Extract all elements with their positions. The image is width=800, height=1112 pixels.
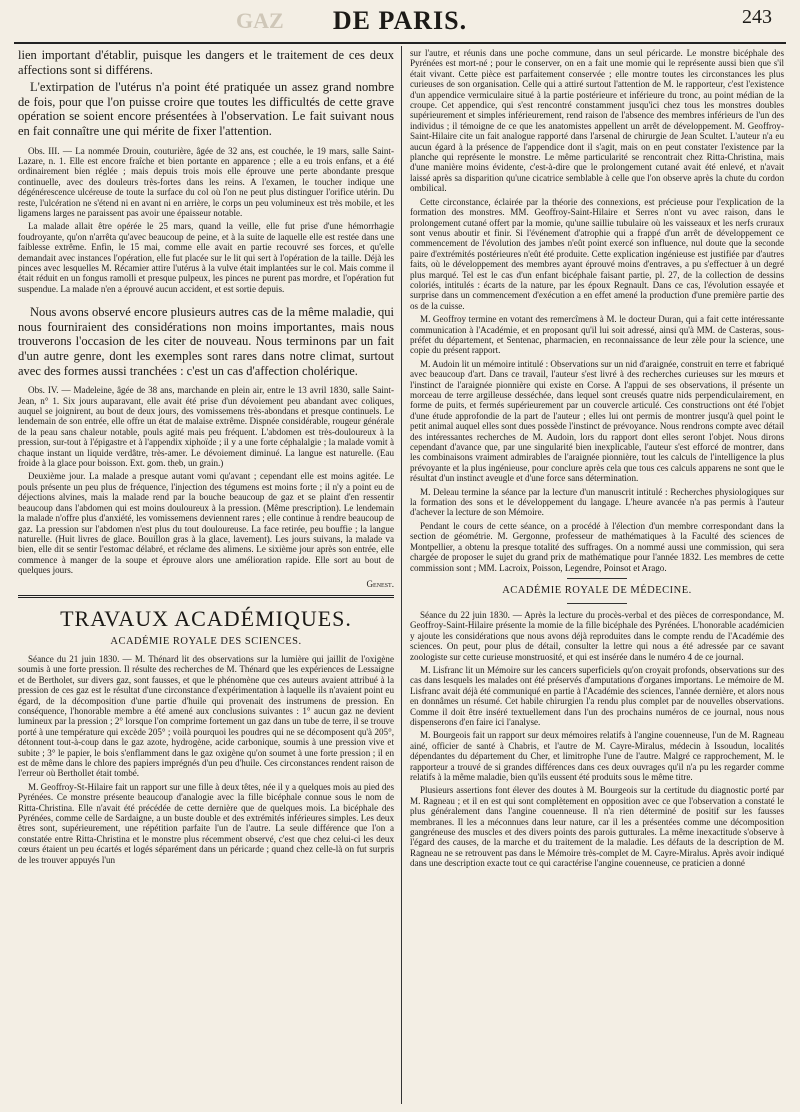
session-paragraph: M. Lisfranc lit un Mémoire sur les cancers superficiels qu'on croyait profonds, observations sur des cas dans lesquels les malades ont été préservés d'amputations d'organes importans. Le mémoire de M. Lisfranc avait déjà été communiqué en partie à l'Académie des sciences, l'année dernière, et alors nous en donnâmes un résumé. Cet habile chirurgien l'a rendu plus complet par de nouvelles observations. Comme il doit être inséré textuellement dans l'un des prochains numéros de ce journal, nous nous dispenserons d'en faire ici l'analyse. [410, 664, 784, 727]
session-paragraph: M. Bourgeois fait un rapport sur deux mémoires relatifs à l'angine couenneuse, l'un de M. Ragneau ainé, officier de santé à Chabris, et l'autre de M. Cayre-Miralus, médecin à Issoudun, localités dépendantes du département du Cher, et limitrophe l'une de l'autre. Malgré ce rapprochement, M. le rapporteur a trouvé de si grandes différences dans ces deux ouvrages qu'il n'a pu les regarder comme relatifs à la même maladie, bien qu'ils eussent été produits sous le même titre. [410, 730, 784, 782]
header-rule [14, 42, 786, 44]
page-number: 243 [742, 6, 772, 28]
session-paragraph: sur l'autre, et réunis dans une poche commune, dans un seul péricarde. Le monstre bicéphale des Pyrénées est mort-né ; pour le conserver, on en a fait une momie qui le représente aussi bien que s'il était vivant. Cette pièce est parfaitement conservée ; elle montre toutes les circonstances les plus curieuses de son organisation. Celle qui a attiré surtout l'attention de M. le rapporteur, c'est l'existence d'un appendice vermiculaire situé à la partie postérieure et inférieure du tronc, au point médian de la croupe. Cet appendice, qui s'est rencontré constamment jusqu'ici chez tous les monstres doubles supérieurement et simples inférieurement, rend raison de l'absence des membres inférieurs de l'un des individus ; il témoigne de ce que les anatomistes appellent un arrêt de développement. M. Geoffroy-Saint-Hilaire cite un fait analogue rapporté dans l'arsenal de chirurgie de Jean Scultet. L'auteur n'a eu aucun égard à la présence de l'appendice dont il s'agit, mais on en peut constater l'existence par la planche qui représente le monstre. Le même particularité se rencontrait chez Ritta-Christina, mais d'une manière moins évidente, c'est-à-dire que le prolongement cutané avait été enlevé, et n'avait laissé après sa disparition qu'une cicatrice semblable à celle que l'on observe après la chute du cordon ombilical. [410, 48, 784, 194]
section-rule [18, 595, 394, 598]
header-ghost-text: GAZ [236, 8, 284, 33]
paragraph: lien important d'établir, puisque les dangers et le traitement de ces deux affections sont si différens. [18, 48, 394, 77]
paragraph: L'extirpation de l'utérus n'a point été pratiquée un assez grand nombre de fois, pour que l'on puisse croire que toutes les difficultés de cette grave opération se soient encore présentées à l'observation. Le fait suivant nous en fait connaître une qui mérite de fixer l'attention. [18, 80, 394, 138]
session-paragraph: Séance du 21 juin 1830. — M. Thénard lit des observations sur la lumière qui jaillit de l'oxigène soumis à une forte pression. Il résulte des recherches de M. Thénard que les expériences de Lessaigne et de Bertholet, sur divers gaz, sont fausses, et que le phénomène que ces auteurs avaient attribué à la pression de ces gaz est le résultat d'une circonstance d'expérimentation à laquelle ils n'avaient point eu égard, de la décomposition d'une partie d'huile qui provenait des instrumens de pression. En conséquence, l'honorable membre a été amené aux conclusions suivantes : 1° aucun gaz ne devient lumineux par la pression ; 2° lorsque l'on comprime fortement un gaz dans un tube de terre, il se trouve porté à une température qui excède 205° ; voilà pourquoi les poudres qui ne se décomposent qu'à 205°, détonnent tout-à-coup dans le gaz azote, hydrogène, acide carbonique, soumis à une pression vive et subite ; 3° le papier, le bois s'enflamment dans le gaz oxigène qu'on soumet à une forte pression ; il en est de même dans le chlore des papiers imprégnés d'un peu d'huile. Ces circonstances rendent raison de l'erreur où Berthollet était tombé. [18, 653, 394, 779]
observation-paragraph: Obs. III. — La nommée Drouin, couturière, âgée de 32 ans, est couchée, le 19 mars, salle Saint-Lazare, n. 1. Elle est encore fraîche et bien portante en apparence ; elle a eu trois enfans, et a été ordinairement bien réglée ; mais depuis trois mois elle éprouve une perte abondante presque continuelle, avec des douleurs très-fortes dans les reins. A l'examen, le toucher indique une dégénérescence ulcéreuse de toute la surface du col où l'on ne peut plus distinguer l'orifice utérin. Du reste, l'ulcération ne s'étend ni en avant ni en arrière, le corps un peu volumineux est très mobile, et les ligamens larges ne paraissent pas avoir une épaisseur notable. [18, 145, 394, 218]
running-title: DE PARIS. [332, 6, 468, 35]
separator-rule [567, 578, 627, 579]
paragraph: Nous avons observé encore plusieurs autres cas de la même maladie, qui nous fourniraient des considérations non moins importantes, mais nous trouverons l'occasion de les citer de nouveau. Nous terminons par un fait d'un autre genre, dont les exemples sont rares dans notre climat, surtout avec des formes aussi tranchées : c'est un cas d'affection cholérique. [18, 305, 394, 378]
session-paragraph: M. Deleau termine la séance par la lecture d'un manuscrit intitulé : Recherches physiologiques sur la formation des sons et le développement du langage. L'heure avancée n'a pas permis à l'auteur d'achever la lecture de son Mémoire. [410, 486, 784, 518]
page-header [0, 0, 800, 36]
session-paragraph: Plusieurs assertions font élever des doutes à M. Bourgeois sur la certitude du diagnostic porté par M. Ragneau ; et il en est qui sont complètement en opposition avec ce que l'observation a constaté le plus généralement dans l'angine couenneuse. Il n'a rien déterminé de positif sur les fausses membranes. Il les a méconnues dans leur nature, car il les a présentées comme une décomposition gangréneuse des muscles et des divers points des parois gutturales. La même inexactitude s'observe à l'égard des causes, de la marche et du traitement de la maladie. Les défauts de la description de M. Ragneau ne se retrouvent pas dans le Mémoire très-complet de M. Cayre-Miralus. Après avoir indiqué dans une description exacte tout ce qui caractérise l'angine couenneuse, ce praticien a donné [410, 785, 784, 869]
session-paragraph: M. Geoffroy-St-Hilaire fait un rapport sur une fille à deux têtes, née il y a quelques mois au pied des Pyrénées. Ce monstre présente beaucoup d'analogie avec la fille bicéphale connue sous le nom de Ritta-Christina. Elle n'avait été précédée de cette dernière que de quelques mois. La bicéphale des Pyrénées, comme celle de Sardaigne, a un buste double et des extrémités inférieures simples. Les deux êtres sont, supérieurement, une répétition parfaite l'un de l'autre. La seule différence que l'on a constatée entre Ritta-Christina et le monstre plus récemment observé, c'est que chez celui-ci les deux cœurs étaient un peu écartés et logés séparément dans un péricarde ; quand chez celle-là on fut surpris de les trouver appuyés l'un [18, 781, 394, 865]
left-column [18, 48, 394, 868]
right-column [410, 48, 784, 872]
subsection-title: ACADÉMIE ROYALE DES SCIENCES. [110, 635, 302, 647]
observation-paragraph: Deuxième jour. La malade a presque autant vomi qu'avant ; cependant elle est moins agitée. Le pouls présente un peu plus de fréquence, l'injection des tégumens est moins forte ; il n'y a point eu de déjections alvines, mais la malade rend par la bouche beaucoup de gaz et se plaint d'en ressentir beaucoup dans l'abdomen qui est moins douloureux à la pression. (Même prescription). Le lendemain la malade n'offre plus d'anxiété, les vomissemens deviennent rares ; elle continue à rendre beaucoup de gaz. La pression sur l'abdomen n'est plus du tout douloureuse. La face retirée, peu bouffie ; la langue naturelle. (Huit livres de glace. Bouillon gras à la glace, lavement). Les jours suivans, la malade va bien, elle dit se sentir l'estomac délabré, et réclame des alimens. Le sixième jour après son entrée, elle commence à manger de la soupe et éprouve alors une amélioration rapide. Elle sort au bout de quelques jours. [18, 471, 394, 576]
session-paragraph: Cette circonstance, éclairée par la théorie des connexions, est précieuse pour l'explication de la formation des monstres. MM. Geoffroy-Saint-Hilaire et Serres n'ont vu avec raison, dans le prolongement cutané offert par la momie, qu'une saillie tubulaire où les vaisseaux et les nerfs cruraux sont venus aboutir et finir. Si l'événement d'atrophie qui a frappé d'un arrêt de développement ce commencement de l'évolution des jambes n'eût point exercé son influence, nul doute que la seconde paire d'extrémités postérieures n'eût été produite. Cette explication ingénieuse est justifiée par d'autres faits, où le développement des membres ayant éprouvé moins d'entraves, a pu s'effectuer à un degré plus marqué. Tel est le cas d'un enfant bicéphale faisant partie, pl. 27, de la collection de dessins coloriés, intitulés : écarts de la nature, par les époux Regnault. Dans ce cas, l'évolution essayée et surprise dans un commencement d'exécution a en effet amené la production d'une première partie des os de la cuisse. [410, 196, 784, 311]
column-divider [401, 46, 402, 1104]
observation-paragraph: Obs. IV. — Madeleine, âgée de 38 ans, marchande en plein air, entre le 13 avril 1830, salle Saint-Jean, n° 1. Six jours auparavant, elle avait été prise d'un dévoiement peu abandant avec coliques, auquel se joignirent, au bout de deux jours, des vomissemens très-abondans et presque continuels. Le lendemain de son entrée, elle offre un état de malaise extrême. Dispnée considérable, rougeur générale de la peau sans chaleur notable, pouls agité mais peu fréquent. L'abdomen est très-douloureux à la pression, sur-tout à l'épigastre et à l'appendix xiphoïde ; il y a une forte céphalalgie ; la malade vomit à chaque instant un liquide verdâtre, très-amer. Le dévoiement diminué. La langue est naturelle. (Eau froide à la glace pour boisson. Ext. gom. theb, un grain.) [18, 385, 394, 469]
session-paragraph: M. Geoffroy termine en votant des remercîmens à M. le docteur Duran, qui a fait cette intéressante communication à l'Académie, et en proposant qu'il lui soit adressé, ainsi qu'à MM. de Casteras, sous-préfet du département, et Sentenac, pharmacien, en reconnaissance de leur zèle pour la science, une copie du présent rapport. [410, 314, 784, 356]
session-paragraph: M. Audoin lit un mémoire intitulé : Observations sur un nid d'araignée, construit en terre et fabriqué avec beaucoup d'art. Dans ce travail, l'auteur s'est livré à des recherches curieuses sur les mœurs et l'instinct de l'araignée pionnière qui existe en Corse. A l'appui de ses observations, il présente un morceau de terre argilleuse desséchée, dans lequel sont creusés quatre nids perpendiculairement, en forme de puits, et fermés supérieurement par un couvercle articulé. Ces constructions ont été l'objet d'une étude approfondie de la part de l'auteur ; elles lui ont permis de montrer jusqu'à quel point le petit animal auquel elles sont dues possède l'instinct de prévoyance. Nous rendrons compte avec détail des intéressantes recherches de M. Audoin, lors du rapport dont elles seront l'objet. Nous dirons cependant d'avance que, par une singularité bien inexplicable, l'auteur s'est efforcé de montrer, dans les combinaisons vraiment admirables de l'araignée pionnière, tout les calculs de l'intelligence la plus prévoyante et la plus ingénieuse, pour conclure après cela que tous ces calculs apparens ne sont que le résultat d'un instinct aveugle et d'une force sans détermination. [410, 358, 784, 484]
observation-paragraph: La malade allait être opérée le 25 mars, quand la veille, elle fut prise d'une hémorrhagie foudroyante, qu'on n'arrêta qu'avec beaucoup de peine, et à la suite de laquelle elle est restée dans une faiblesse extrême. Enfin, le 15 mai, comme elle avait en partie recouvré ses forces, et qu'elle demandait avec instances l'opération, elle fut placée sur le lit qui sert à l'opération de la taille. Déjà les pinces avec lesquelles M. Récamier attire l'utérus à la vulve était implantées sur le col. Mais comme il était réduit en un fongus ramolli et presque pulpeux, les pinces ne purent pas mordre, et l'opération fut suspendue. La malade n'en a éprouvé aucun accident, et est sortie depuis. [18, 221, 394, 294]
session-paragraph: Pendant le cours de cette séance, on a procédé à l'élection d'un membre correspondant dans la section de géométrie. M. Gergonne, professeur de mathématiques à la Faculté des sciences de Montpellier, a obtenu la presque totalité des suffrages. On a nommé aussi une commission, qui sera chargée de proposer le sujet du grand prix de mathématique pour l'année 1832. Les membres de cette commission sont ; MM. Lacroix, Poisson, Legendre, Poinsot et Arago. [410, 520, 784, 573]
separator-rule [567, 603, 627, 604]
section-title: TRAVAUX ACADÉMIQUES. [60, 605, 352, 631]
author-signature: Genest. [366, 578, 394, 589]
session-paragraph: Séance du 22 juin 1830. — Après la lecture du procès-verbal et des pièces de correspondance, M. Geoffroy-Saint-Hilaire présente la momie de la fille bicéphale des Pyrénées. L'honorable académicien y ajoute les considérations que nous avons déjà reproduites dans le compte rendu de l'Académie des sciences. On peut, pour plus de détail, consulter la lettre qui nous a été adressée par ce savant zoologiste sur cette curieuse monstruosité, et qui est insérée dans le numéro 4 de ce journal. [410, 609, 784, 662]
subsection-title: ACADÉMIE ROYALE DE MÉDECINE. [502, 584, 692, 596]
